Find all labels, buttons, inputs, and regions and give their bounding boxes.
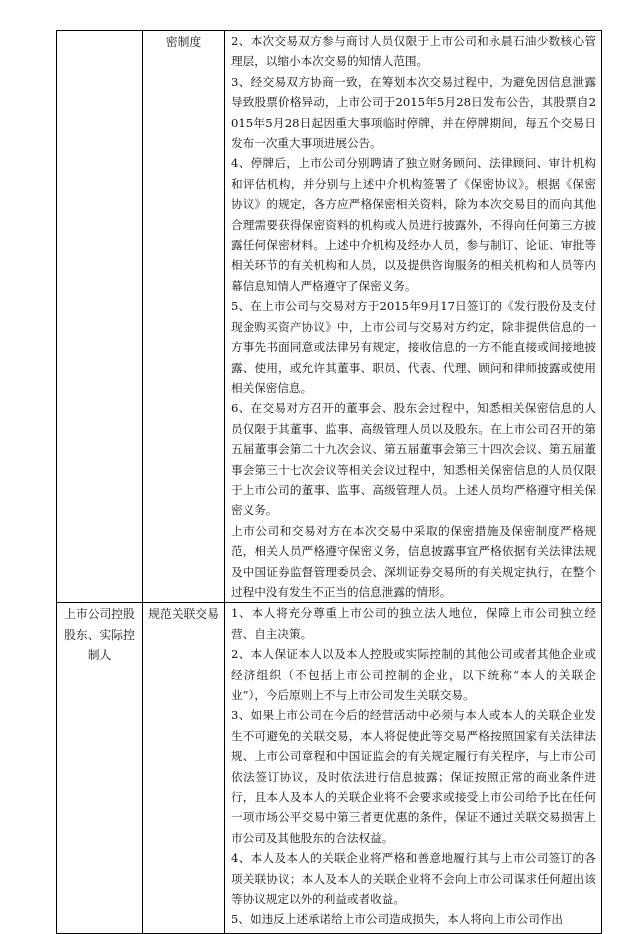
paragraph: 3、如果上市公司在今后的经营活动中必须与本人或本人的关联企业发生不可避免的关联交易，本人将促使此等交易严格按照国家有关法律法规、上市公司章程和中国证监会的有关规定履行有关程序，与上市公司依法签订协议，及时依法进行信息披露；保证按照正常的商业条件进行，且本人及本人的关联企业将不会要求或接受上市公司给予比在任何一项市场公平交易中第三者更优惠的条件，保证不通过关联交易损害上市公司及其他股东的合法权益。 xyxy=(231,708,596,845)
paragraph: 4、停牌后，上市公司分别聘请了独立财务顾问、法律顾问、审计机构和评估机构，并分别与上述中介机构签署了《保密协议》。根据《保密协议》的规定，各方应严格保密相关资料，除为本次交易目的而向其他合理需要获得保密资料的机构或人员进行披露外，不得向任何第三方披露任何保密材料。上述中介机构及经办人员，参与制订、论证、审批等相关环节的有关机构和人员，以及提供咨询服务的相关机构和人员等内幕信息知情人严格遵守了保密义务。 xyxy=(231,156,596,293)
paragraph: 2、本人保证本人以及本人控股或实际控制的其他公司或者其他企业或经济组织（不包括上市公司控制的企业，以下统称“本人的关联企业”），今后原则上不与上市公司发生关联交易。 xyxy=(231,647,596,702)
row1-col2-cell xyxy=(143,31,225,603)
row2-content-cell xyxy=(225,603,602,934)
row1-col1-cell xyxy=(57,31,143,603)
table-row xyxy=(57,31,602,603)
row2-category-label: 规范关联交易 xyxy=(148,607,219,622)
commitment-table xyxy=(56,30,602,934)
paragraph: 4、本人及本人的关联企业将严格和善意地履行其与上市公司签订的各项关联协议；本人及本人的关联企业将不会向上市公司谋求任何超出该等协议规定以外的利益或者收益。 xyxy=(231,851,596,907)
paragraph: 5、如违反上述承诺给上市公司造成损失，本人将向上市公司作出 xyxy=(231,912,564,927)
table-row xyxy=(57,603,602,934)
paragraph: 1、本人将充分尊重上市公司的独立法人地位，保障上市公司独立经营、自主决策。 xyxy=(231,606,596,641)
paragraph: 5、在上市公司与交易对方于2015年9月17日签订的《发行股份及支付现金购买资产协议》中，上市公司与交易对方约定，除非提供信息的一方事先书面同意或法律另有规定，接收信息的一方不能直接或间接地披露、使用，或允许其董事、职员、代表、代理、顾问和律师披露或使用相关保密信息。 xyxy=(231,299,596,395)
row2-party-label: 上市公司控股股东、实际控制人 xyxy=(64,607,135,663)
paragraph: 6、在交易对方召开的董事会、股东会过程中，知悉相关保密信息的人员仅限于其董事、监事、高级管理人员以及股东。在上市公司召开的第五届董事会第二十九次会议、第五届董事会第三十四次会议、第五届董事会第三十七次会议等相关会议过程中，知悉相关保密信息的人员仅限于上市公司的董事、监事、高级管理人员。上述人员均严格遵守相关保密义务。 xyxy=(231,401,596,518)
paragraph: 3、经交易双方协商一致，在筹划本次交易过程中，为避免因信息泄露导致股票价格异动，上市公司于2015年5月28日发布公告，其股票自2015年5月28日起因重大事项临时停牌，并在停牌期间，每五个交易日发布一次重大事项进展公告。 xyxy=(231,74,596,151)
row1-category-label: 密制度 xyxy=(165,35,202,49)
row2-category-cell xyxy=(143,603,225,934)
row2-party-cell xyxy=(57,603,143,934)
paragraph: 2、本次交易双方参与商讨人员仅限于上市公司和永晨石油少数核心管理层，以缩小本次交易的知情人范围。 xyxy=(231,34,596,69)
row1-col1-text xyxy=(57,31,142,33)
row1-content-cell xyxy=(225,31,602,603)
paragraph: 上市公司和交易对方在本次交易中采取的保密措施及保密制度严格规范，相关人员严格遵守保密义务，信息披露事宜严格依据有关法律法规及中国证券监督管理委员会、深圳证券交易所的有关规定执行，在整个过程中没有发生不正当的信息泄露的情形。 xyxy=(231,523,596,599)
